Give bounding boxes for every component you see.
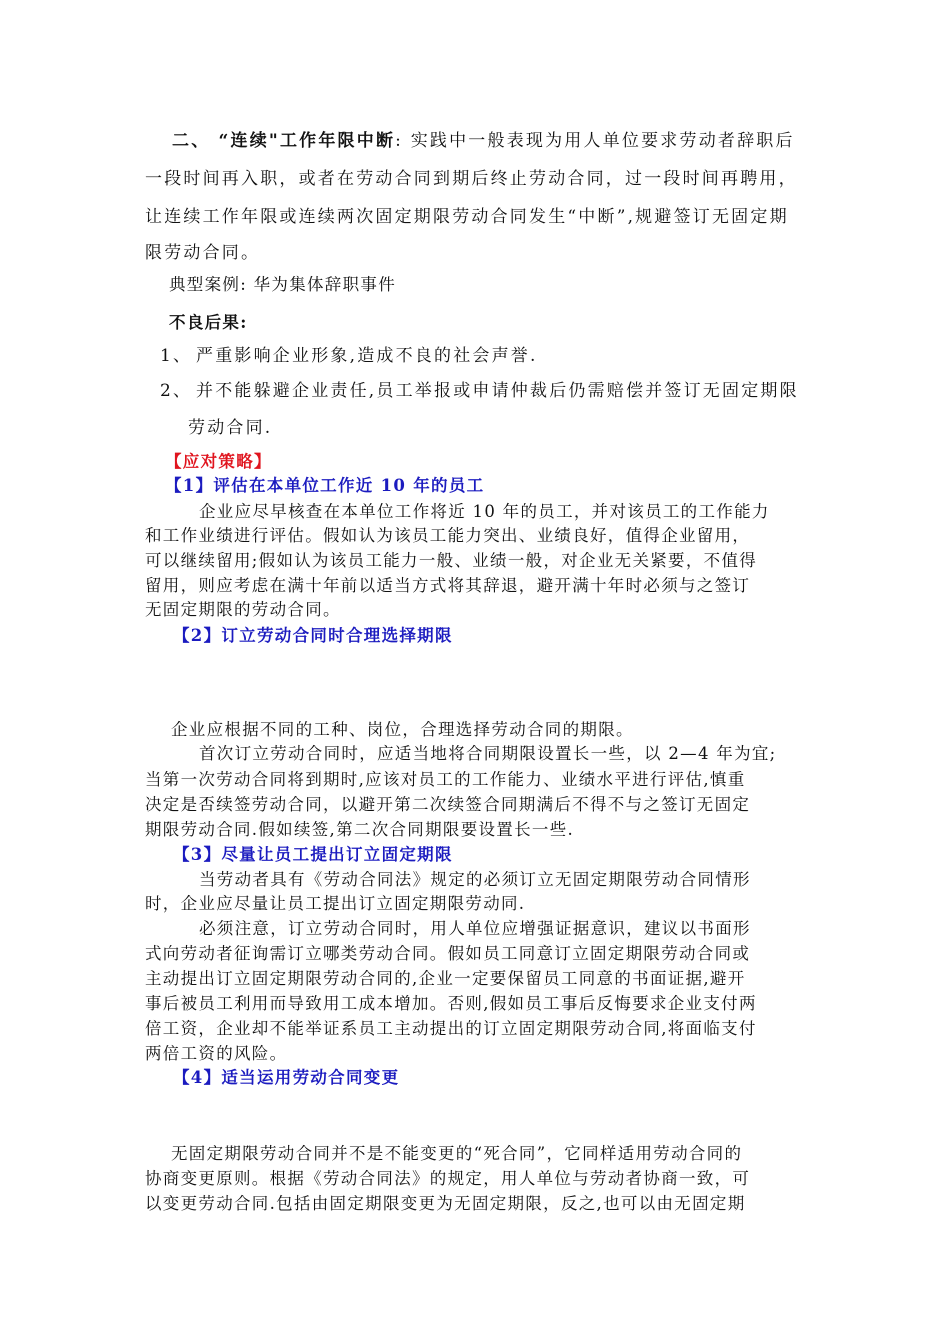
consequence-num-1: 1、 (160, 346, 193, 366)
paragraph-line: 企业应根据不同的工种、岗位，合理选择劳动合同的期限。 (171, 720, 634, 739)
paragraph-line: 和工作业绩进行评估。假如认为该员工能力突出、业绩良好，值得企业留用， (145, 526, 751, 545)
paragraph-line: 一段时间再入职，或者在劳动合同到期后终止劳动合同，过一段时间再聘用， (145, 169, 798, 189)
paragraph-line: 两倍工资的风险。 (145, 1044, 288, 1063)
paragraph-line: 无固定期限的劳动合同。 (145, 600, 341, 619)
strategy-1-title: 【1】评估在本单位工作近 10 年的员工 (165, 476, 485, 495)
paragraph-line: 事后被员工利用而导致用工成本增加。否则,假如员工事后反悔要求企业支付两 (145, 994, 757, 1013)
paragraph-line: 无固定期限劳动合同并不是不能变更的“死合同”，它同样适用劳动合同的 (171, 1144, 743, 1163)
paragraph-line: 限劳动合同。 (145, 243, 261, 263)
strategy-title: 【应对策略】 (165, 452, 272, 471)
section-two-line-1 (172, 126, 795, 151)
strategy-4-title: 【4】适当运用劳动合同变更 (173, 1068, 400, 1087)
paragraph-line: 当劳动者具有《劳动合同法》规定的必须订立无固定期限劳动合同情形 (199, 870, 751, 889)
consequence-item-2-cont: 劳动合同. (188, 418, 273, 438)
paragraph-line: 决定是否续签劳动合同，以避开第二次续签合同期满后不得不与之签订无固定 (145, 795, 751, 814)
paragraph-line: 主动提出订立固定期限劳动合同的,企业一定要保留员工同意的书面证据,避开 (145, 969, 746, 988)
typical-case: 典型案例: 华为集体辞职事件 (169, 275, 397, 294)
paragraph-line: 企业应尽早核查在本单位工作将近 10 年的员工，并对该员工的工作能力 (199, 502, 770, 521)
consequence-item-1: 严重影响企业形象,造成不良的社会声誉. (196, 346, 538, 366)
heading-colon: : (395, 131, 411, 151)
paragraph-line: 时，企业应尽量让员工提出订立固定期限劳动同. (145, 894, 526, 913)
paragraph-line: 让连续工作年限或连续两次固定期限劳动合同发生“中断”,规避签订无固定期 (145, 207, 789, 227)
consequence-num-2: 2、 (160, 381, 193, 401)
paragraph-line: 留用，则应考虑在满十年前以适当方式将其辞退，避开满十年时必须与之签订 (145, 576, 751, 595)
strategy-2-title: 【2】订立劳动合同时合理选择期限 (173, 626, 453, 645)
paragraph-line: 以变更劳动合同.包括由固定期限变更为无固定期限，反之,也可以由无固定期 (145, 1194, 746, 1213)
paragraph-line: 必须注意，订立劳动合同时，用人单位应增强证据意识，建议以书面形 (199, 919, 751, 938)
section-two-text: 实践中一般表现为用人单位要求劳动者辞职后 (410, 131, 795, 151)
paragraph-line: 协商变更原则。根据《劳动合同法》的规定，用人单位与劳动者协商一致，可 (145, 1169, 751, 1188)
paragraph-line: 当第一次劳动合同将到期时,应该对员工的工作能力、业绩水平进行评估,慎重 (145, 770, 746, 789)
consequences-heading: 不良后果: (169, 313, 248, 332)
paragraph-line: 首次订立劳动合同时，应适当地将合同期限设置长一些，以 2—4 年为宜; (199, 744, 777, 763)
paragraph-line: 倍工资，企业却不能举证系员工主动提出的订立固定期限劳动合同,将面临支付 (145, 1019, 757, 1038)
paragraph-line: 式向劳动者征询需订立哪类劳动合同。假如员工同意订立固定期限劳动合同或 (145, 944, 751, 963)
consequence-item-2: 并不能躲避企业责任,员工举报或申请仲裁后仍需赔偿并签订无固定期限 (196, 381, 799, 401)
section-two-heading: 二、 “连续"工作年限中断 (172, 131, 396, 151)
strategy-3-title: 【3】尽量让员工提出订立固定期限 (173, 845, 453, 864)
paragraph-line: 可以继续留用;假如认为该员工能力一般、业绩一般，对企业无关紧要，不值得 (145, 551, 758, 570)
paragraph-line: 期限劳动合同.假如续签,第二次合同期限要设置长一些. (145, 820, 575, 839)
